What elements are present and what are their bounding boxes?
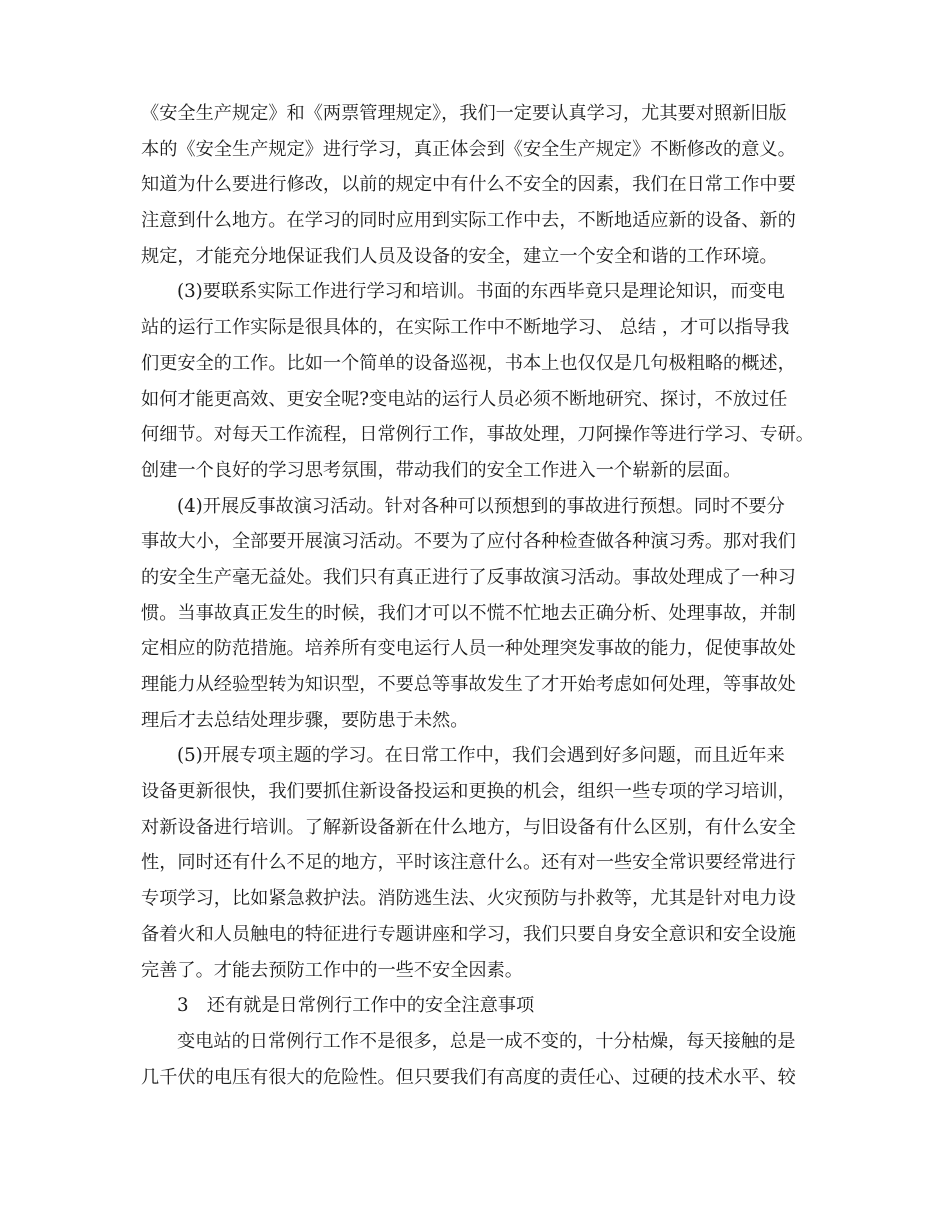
text-line: 事故大小，全部要开展演习活动。不要为了应付各种检查做各种演习秀。那对我们 <box>141 531 796 553</box>
text-line: 创建一个良好的学习思考氛围，带动我们的安全工作进入一个崭新的层面。 <box>141 459 742 481</box>
text-line: 《安全生产规定》和《两票管理规定》，我们一定要认真学习，尤其要对照新旧版 <box>141 103 787 124</box>
text-line: 规定，才能充分地保证我们人员及设备的安全，建立一个安全和谐的工作环境。 <box>141 245 778 267</box>
text-line: 定相应的防范措施。培养所有变电运行人员一种处理突发事故的能力，促使事故处 <box>141 638 796 660</box>
text-line: (4)开展反事故演习活动。针对各种可以预想到的事故进行预想。同时不要分 <box>177 495 785 517</box>
text-line: 完善了。才能去预防工作中的一些不安全因素。 <box>141 959 523 981</box>
text-line: 理能力从经验型转为知识型，不要总等事故发生了才开始考虑如何处理，等事故处 <box>141 674 796 695</box>
text-line: 几千伏的电压有很大的危险性。但只要我们有高度的责任心、过硬的技术水平、较 <box>141 1066 796 1088</box>
text-line: 们更安全的工作。比如一个简单的设备巡视，书本上也仅仅是几句极粗略的概述， <box>141 352 796 374</box>
text-line: 备着火和人员触电的特征进行专题讲座和学习，我们只要自身安全意识和安全设施 <box>141 923 796 945</box>
text-line: 站的运行工作实际是很具体的，在实际工作中不断地学习、 总结 ，才可以指导我 <box>141 317 790 339</box>
text-line: (5)开展专项主题的学习。在日常工作中，我们会遇到好多问题，而且近年来 <box>177 745 785 767</box>
text-line: 如何才能更高效、更安全呢?变电站的运行人员必须不断地研究、探讨，不放过任 <box>141 388 788 410</box>
text-line: 变电站的日常例行工作不是很多，总是一成不变的，十分枯燥，每天接触的是 <box>177 1030 796 1052</box>
text-line: 何细节。对每天工作流程，日常例行工作，事故处理，刀阿操作等进行学习、专研。 <box>141 424 814 446</box>
text-line: 惯。当事故真正发生的时候，我们才可以不慌不忙地去正确分析、处理事故，并制 <box>141 602 796 624</box>
text-line: (3)要联系实际工作进行学习和培训。书面的东西毕竟只是理论知识，而变电 <box>177 281 785 303</box>
text-line: 专项学习，比如紧急救护法。消防逃生法、火灾预防与扑救等，尤其是针对电力设 <box>141 888 796 910</box>
text-line: 设备更新很快，我们要抓住新设备投运和更换的机会，组织一些专项的学习培训， <box>141 781 796 803</box>
text-line: 性，同时还有什么不足的地方，平时该注意什么。还有对一些安全常识要经常进行 <box>141 852 796 874</box>
text-line: 对新设备进行培训。了解新设备新在什么地方，与旧设备有什么区别，有什么安全 <box>141 816 796 838</box>
text-line: 本的《安全生产规定》进行学习，真正体会到《安全生产规定》不断修改的意义。 <box>141 138 796 160</box>
text-line: 注意到什么地方。在学习的同时应用到实际工作中去，不断地适应新的设备、新的 <box>141 210 796 232</box>
text-line: 理后才去总结处理步骤，要防患于未然。 <box>141 709 469 731</box>
document-body <box>141 96 823 1095</box>
text-line: 3 还有就是日常例行工作中的安全注意事项 <box>177 995 535 1017</box>
text-line: 知道为什么要进行修改，以前的规定中有什么不安全的因素，我们在日常工作中要 <box>141 174 796 196</box>
text-line: 的安全生产毫无益处。我们只有真正进行了反事故演习活动。事故处理成了一种习 <box>141 566 796 588</box>
